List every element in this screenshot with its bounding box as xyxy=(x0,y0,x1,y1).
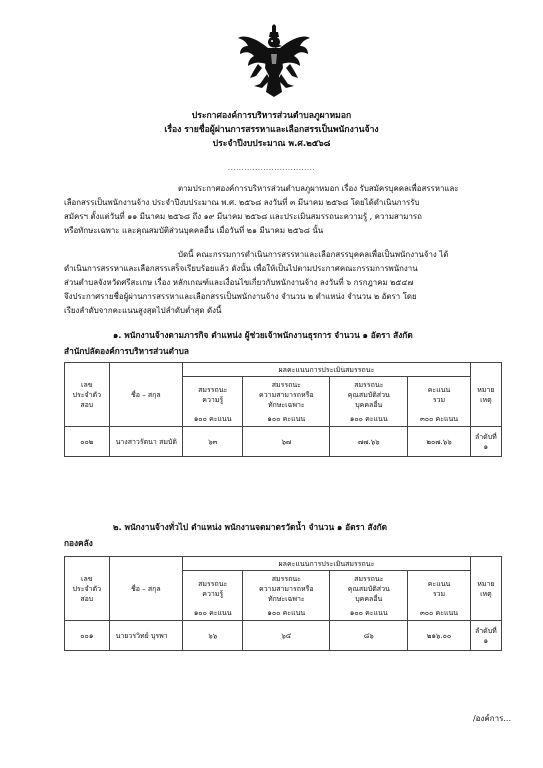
candidate-name-cell: นายวรวิทย์ บุรพา xyxy=(109,621,183,651)
paragraph-2-line: จึงประกาศรายชื่อผู้ผ่านการสรรหาและเลือกสรรเป็นพนักงานจ้าง จำนวน ๒ ตำแหน่ง จำนวน ๒ อัตรา โดย xyxy=(64,292,417,301)
candidate-name-cell: นางสาวรัตนา สมบัติ xyxy=(109,427,183,457)
table-row xyxy=(65,427,502,457)
announcement-subject: เรื่อง รายชื่อผู้ผ่านการสรรหาและเลือกสรรเป็นพนักงานจ้าง xyxy=(164,125,379,135)
max-personal: ๑๐๐ คะแนน xyxy=(330,607,408,621)
section-1-title: ๑. พนักงานจ้างตามภารกิจ ตำแหน่ง ผู้ช่วยเจ้าพนักงานธุรการ จำนวน ๑ อัตรา สังกัด xyxy=(113,330,413,340)
col-skill-header: สมรรถนะ ความสามารถหรือ ทักษะเฉพาะ xyxy=(243,377,330,413)
col-name-header: ชื่อ – สกุล xyxy=(109,363,183,427)
table-row xyxy=(65,621,502,651)
personal-score-cell: ๘๖ xyxy=(330,621,408,651)
total-score-cell: ๒๐๗.๖๖ xyxy=(408,427,470,457)
personal-score-cell: ๗๗.๖๖ xyxy=(330,427,408,457)
col-exam-id-header: เลข ประจำตัว สอบ xyxy=(65,557,110,621)
score-group-header: ผลคะแนนการประเมินสมรรถนะ xyxy=(183,363,471,377)
knowledge-score-cell: ๖๖ xyxy=(183,621,243,651)
max-total: ๓๐๐ คะแนน xyxy=(408,607,470,621)
paragraph-2-line: บัดนี้ คณะกรรมการดำเนินการสรรหาและเลือกสรรบุคคลเพื่อเป็นพนักงานจ้าง ได้ xyxy=(178,250,449,259)
garuda-emblem-icon xyxy=(236,24,312,98)
col-exam-id-header: เลข ประจำตัว สอบ xyxy=(65,363,110,427)
total-score-cell: ๒๑๖.๐๐ xyxy=(408,621,470,651)
knowledge-score-cell: ๖๓ xyxy=(183,427,243,457)
section-1-department: สำนักปลัดองค์การบริหารส่วนตำบล xyxy=(64,346,189,356)
paragraph-1-line: หรือทักษะเฉพาะ และคุณสมบัติส่วนบุคคลอื่น เมื่อวันที่ ๒๑ มีนาคม ๒๕๖๘ นั้น xyxy=(64,226,324,235)
exam-id-cell: ๐๐๒ xyxy=(65,427,110,457)
continuation-marker: /องค์การ... xyxy=(472,714,511,723)
score-table-1 xyxy=(64,362,502,457)
announcement-title: ประกาศองค์การบริหารส่วนตำบลภูผาหมอก xyxy=(191,111,352,121)
exam-id-cell: ๐๐๑ xyxy=(65,621,110,651)
col-name-header: ชื่อ – สกุล xyxy=(109,557,183,621)
col-remark-header: หมาย เหตุ xyxy=(470,557,501,621)
paragraph-2-line: ส่วนตำบลจังหวัดศรีสะเกษ เรื่อง หลักเกณฑ์และเงื่อนไขเกี่ยวกับพนักงานจ้าง ลงวันที่ ๖ กรกฎาคม ๒๕๔๗ xyxy=(64,278,414,287)
paragraph-2-line: เรียงลำดับจากคะแนนสูงสุดไปลำดับต่ำสุด ดังนี้ xyxy=(64,306,222,315)
col-personal-header: สมรรถนะ คุณสมบัติส่วน บุคคลอื่น xyxy=(330,377,408,413)
paragraph-1-line: ตามประกาศองค์การบริหารส่วนตำบลภูผาหมอก เรื่อง รับสมัครบุคคลเพื่อสรรหาและ xyxy=(178,184,459,193)
max-knowledge: ๑๐๐ คะแนน xyxy=(183,607,243,621)
col-total-header: คะแนน รวม xyxy=(408,571,470,607)
paragraph-1-line: เลือกสรรเป็นพนักงานจ้าง ประจำปีงบประมาณ พ.ศ. ๒๕๖๘ ลงวันที่ ๓ มีนาคม ๒๕๖๘ โดยได้ดำเนินการรับ xyxy=(64,198,420,207)
col-knowledge-header: สมรรถนะ ความรู้ xyxy=(183,571,243,607)
skill-score-cell: ๖๗ xyxy=(243,427,330,457)
skill-score-cell: ๖๔ xyxy=(243,621,330,651)
max-total: ๓๐๐ คะแนน xyxy=(408,413,470,427)
max-skill: ๑๐๐ คะแนน xyxy=(243,607,330,621)
max-knowledge: ๑๐๐ คะแนน xyxy=(183,413,243,427)
paragraph-2-line: ดำเนินการสรรหาและเลือกสรรเสร็จเรียบร้อยแล้ว ดังนั้น เพื่อให้เป็นไปตามประกาศคณะกรรมการพนักงาน xyxy=(64,264,418,273)
separator-dots: ................................ xyxy=(227,164,316,172)
fiscal-year-line: ประจำปีงบประมาณ พ.ศ.๒๕๖๘ xyxy=(212,139,331,149)
paragraph-1-line: สมัครฯ ตั้งแต่วันที่ ๑๑ มีนาคม ๒๕๖๘ ถึง ๑๙ มีนาคม ๒๕๖๘ และประเมินสมรรถนะความรู้ , ความสามารถ xyxy=(64,212,422,221)
section-2-department: กองคลัง xyxy=(64,538,93,548)
max-skill: ๑๐๐ คะแนน xyxy=(243,413,330,427)
score-group-header: ผลคะแนนการประเมินสมรรถนะ xyxy=(183,557,471,571)
score-table-2 xyxy=(64,556,502,651)
col-remark-header: หมาย เหตุ xyxy=(470,363,501,427)
section-2-title: ๒. พนักงานจ้างทั่วไป ตำแหน่ง พนักงานจดมาตรวัดน้ำ จำนวน ๑ อัตรา สังกัด xyxy=(113,522,388,532)
col-skill-header: สมรรถนะ ความสามารถหรือ ทักษะเฉพาะ xyxy=(243,571,330,607)
col-total-header: คะแนน รวม xyxy=(408,377,470,413)
rank-cell: ลำดับที่ ๑ xyxy=(470,427,501,457)
rank-cell: ลำดับที่ ๑ xyxy=(470,621,501,651)
col-knowledge-header: สมรรถนะ ความรู้ xyxy=(183,377,243,413)
max-personal: ๑๐๐ คะแนน xyxy=(330,413,408,427)
col-personal-header: สมรรถนะ คุณสมบัติส่วน บุคคลอื่น xyxy=(330,571,408,607)
